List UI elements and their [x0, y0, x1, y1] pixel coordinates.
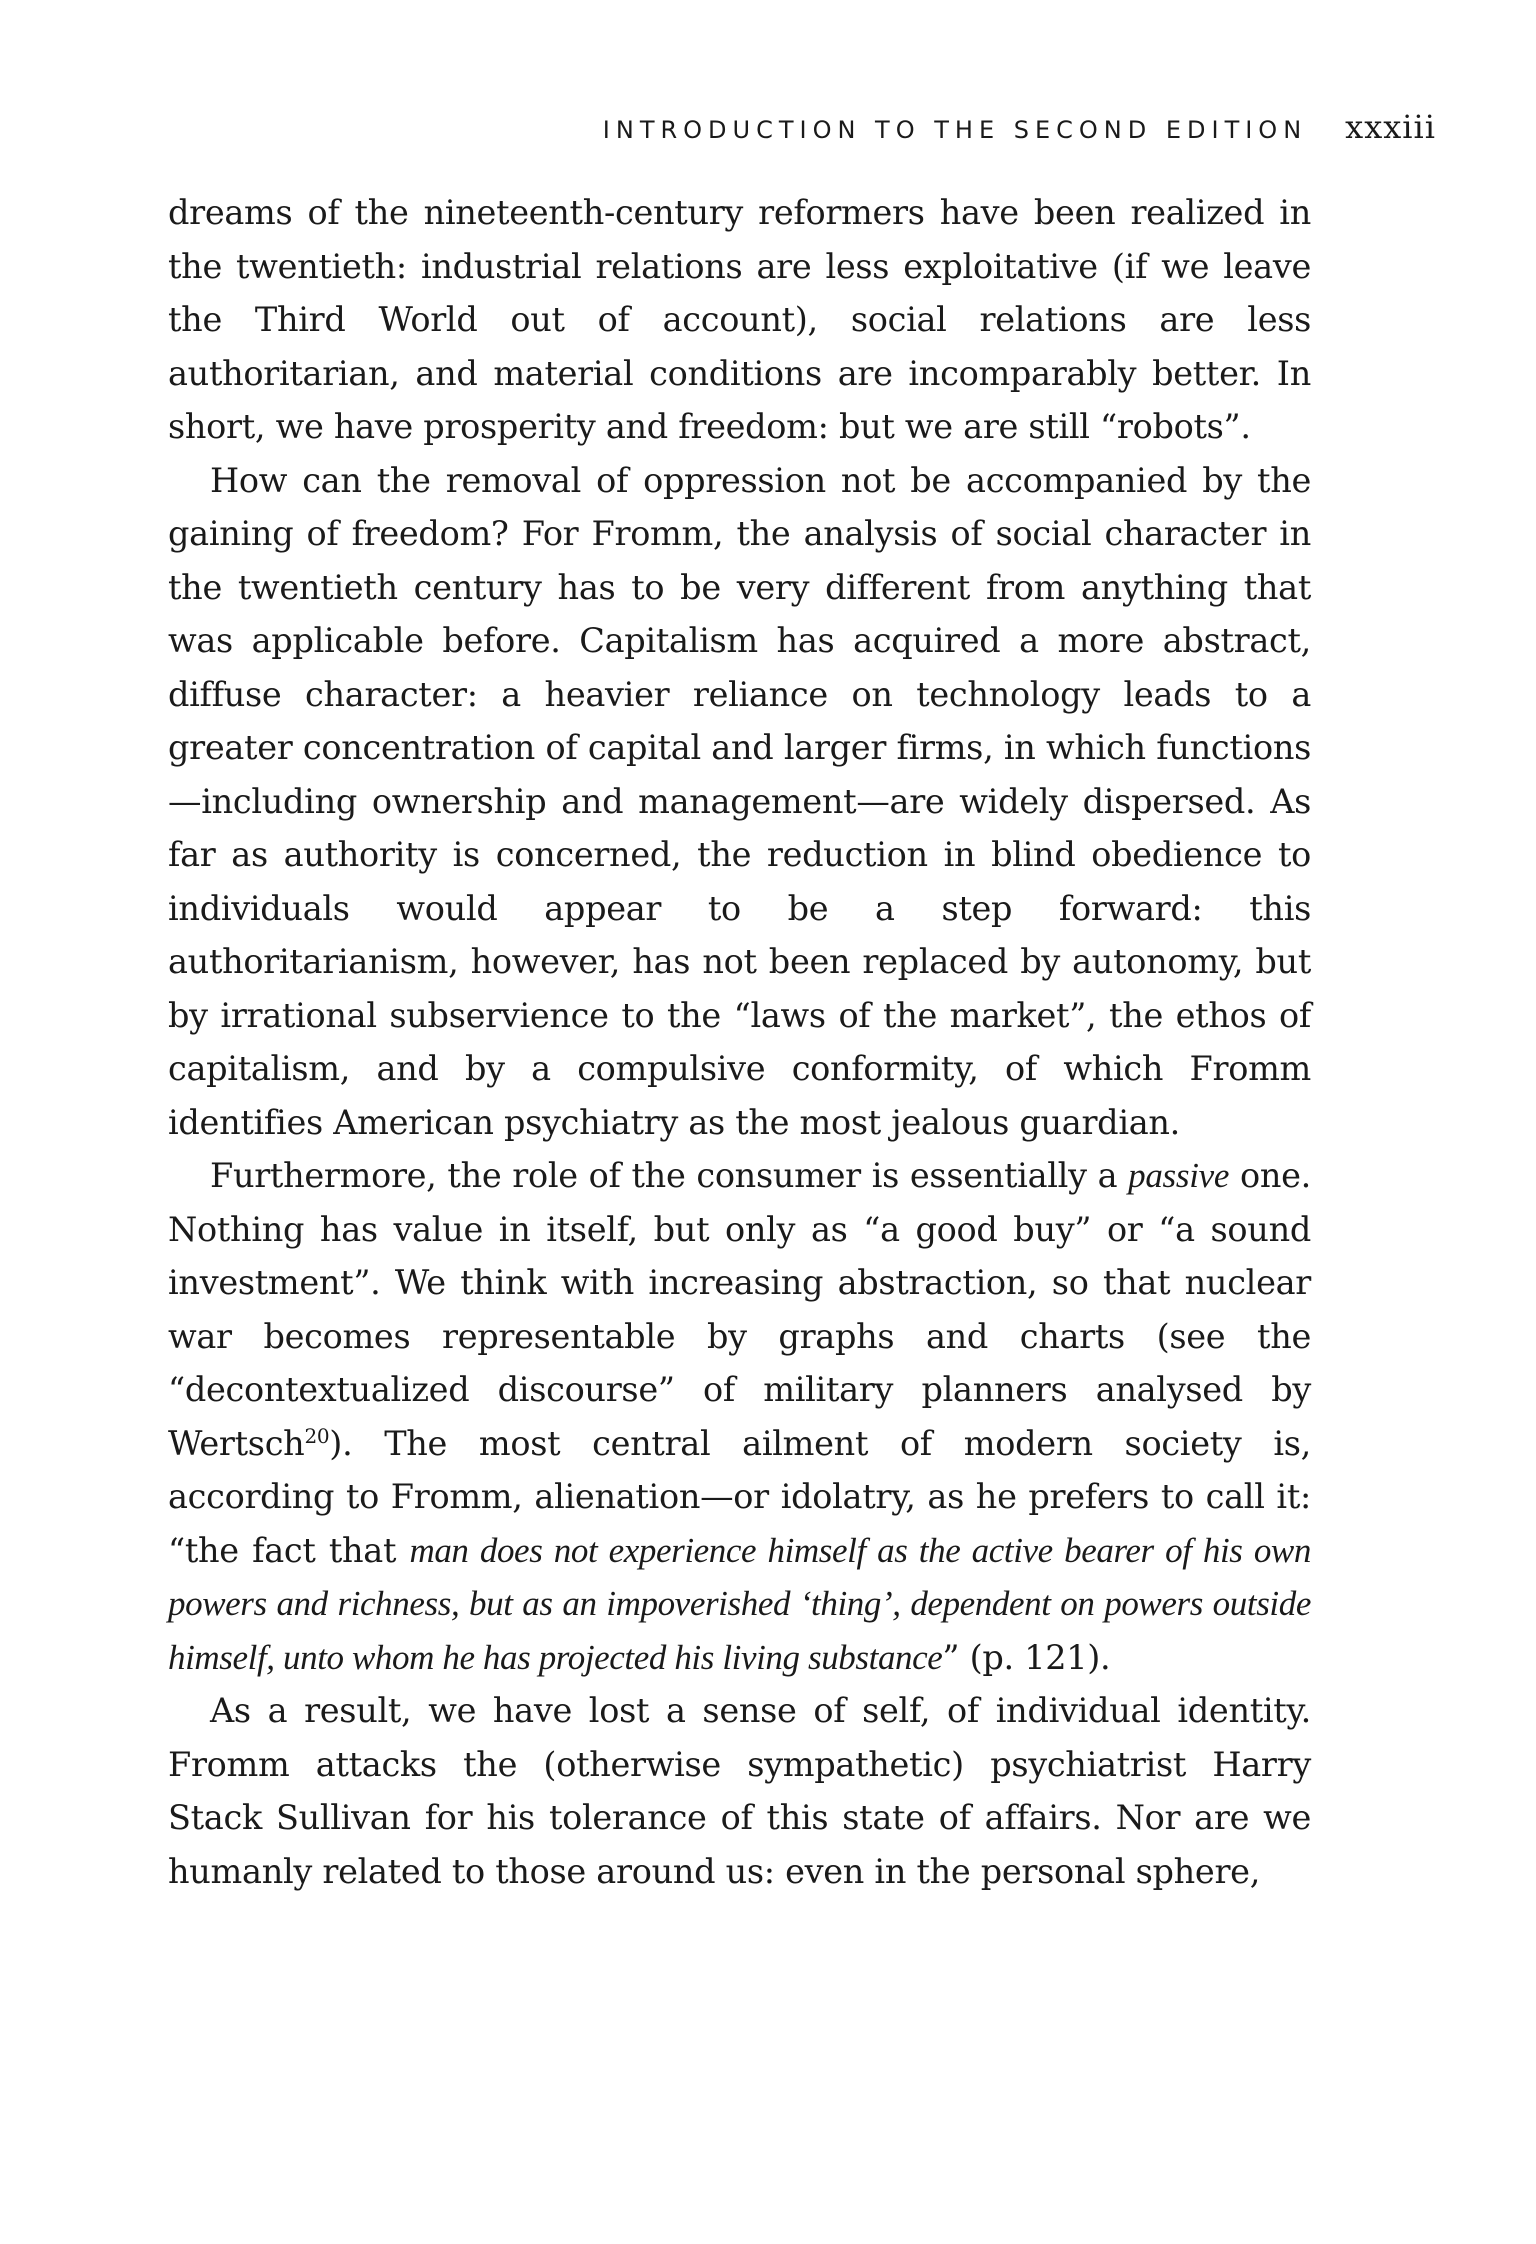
paragraph-3-text-4: ” (p. 121).: [942, 1637, 1111, 1677]
emphasis-passive: passive: [1128, 1156, 1230, 1195]
paragraph-1: dreams of the nineteenth-century reformers have been realized in the twentieth: industrial relations are less exploitative (if we leave the Third World out of account), social relations are less authoritarian, and material conditions are incomparably better. In short, we have prosperity and freedom: but we are still “robots”.: [168, 193, 1311, 446]
paragraph-2: How can the removal of oppression not be accompanied by the gaining of freedom? For Fromm, the analysis of social character in the twentieth century has to be very different from anything that was applicable before. Capitalism has acquired a more abstract, diffuse character: a heavier reliance on technology leads to a greater concentration of capital and larger firms, in which functions—including ownership and management—are widely dispersed. As far as authority is concerned, the reduction in blind obedience to individuals would appear to be a step forward: this authoritarianism, however, has not been replaced by autonomy, but by irrational subservience to the “laws of the market”, the ethos of capitalism, and by a compulsive conformity, of which Fromm identifies American psychiatry as the most jealous guardian.: [168, 460, 1311, 1142]
paragraph-3-text-1: Furthermore, the role of the consumer is essentially a: [210, 1156, 1129, 1195]
running-head-title: INTRODUCTION TO THE SECOND EDITION: [602, 116, 1308, 144]
paragraph-3-text-2: one. Nothing has value in itself, but only as “a good buy” or “a sound investment”. We think with increasing abstraction, so that nuclear war becomes representable by graphs and charts (see the “decontextualized discourse” of military planners analysed by Wertsch: [168, 1156, 1311, 1463]
fromm-quotation: man does not experience himself as the active bearer of his own powers and richness, but as an impoverished ‘thing’, dependent on powers outside himself, unto whom he has projected his living substance: [168, 1530, 1311, 1677]
paragraph-3-text-3: ). The most central ailment of modern society is, according to Fromm, alienation—or idolatry, as he prefers to call it: “the fact that: [168, 1423, 1311, 1570]
running-head: [168, 108, 1436, 152]
body-text: [168, 186, 1311, 1898]
paragraph-3: [168, 1149, 1311, 1684]
page-number: xxxiii: [1345, 108, 1436, 146]
paragraph-4: As a result, we have lost a sense of self, of individual identity. Fromm attacks the (otherwise sympathetic) psychiatrist Harry Stack Sullivan for his tolerance of this state of affairs. Nor are we humanly related to those around us: even in the personal sphere,: [168, 1691, 1311, 1891]
footnote-reference: 20: [304, 1423, 330, 1448]
